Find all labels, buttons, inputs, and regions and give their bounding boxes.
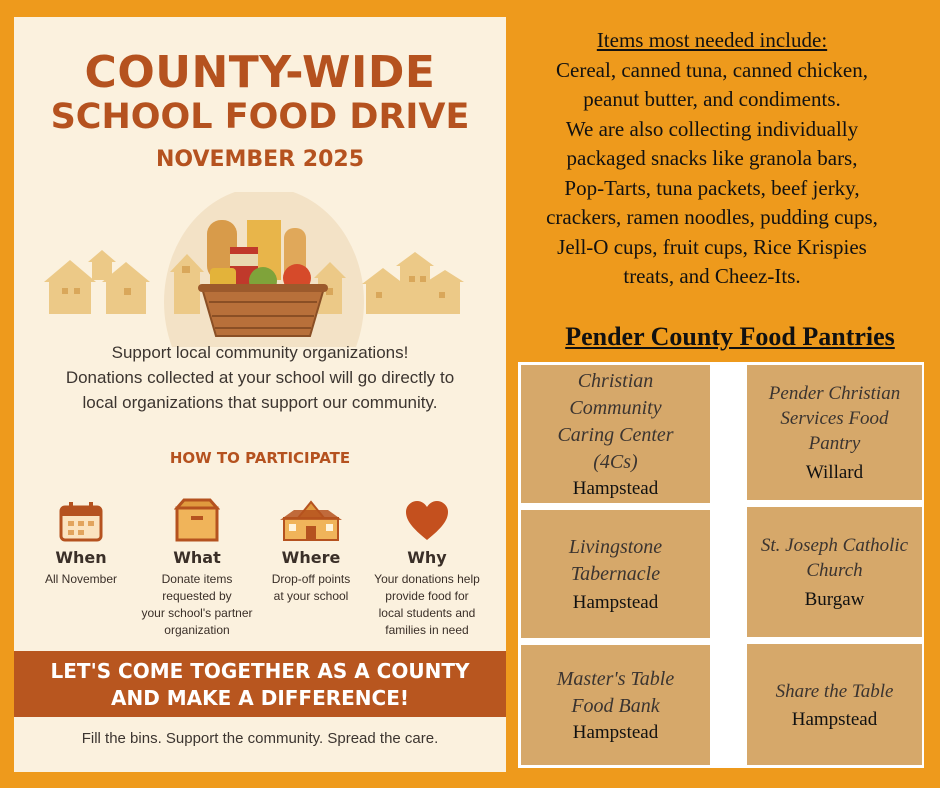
items-needed-line: Jell-O cups, fruit cups, Rice Krispies bbox=[557, 234, 867, 259]
pantry-location: Burgaw bbox=[804, 589, 865, 610]
pantry-name-line: Pantry bbox=[808, 433, 861, 454]
pantry-name bbox=[557, 666, 674, 720]
pantry-name-line: Food Bank bbox=[571, 695, 660, 717]
pantry-name bbox=[761, 533, 908, 583]
step-what bbox=[132, 494, 262, 639]
pantry-name-line: Caring Center bbox=[557, 424, 674, 446]
step-desc-line: Donate items bbox=[161, 572, 233, 586]
step-desc-line: provide food for bbox=[385, 589, 469, 603]
step-desc bbox=[132, 571, 262, 639]
pantry-name-line: St. Joseph Catholic bbox=[760, 535, 909, 556]
pantry-card bbox=[521, 645, 710, 765]
call-to-action-banner bbox=[14, 651, 506, 717]
step-desc bbox=[16, 571, 146, 588]
pantry-name-line: Community bbox=[569, 397, 662, 419]
pantry-location: Hampstead bbox=[572, 478, 659, 499]
pantry-location: Hampstead bbox=[572, 592, 659, 613]
box-icon bbox=[132, 494, 262, 542]
support-line: Donations collected at your school will go directly to bbox=[65, 368, 455, 387]
step-desc bbox=[362, 571, 492, 639]
pantry-location: Hampstead bbox=[791, 709, 878, 730]
step-desc-line: Your donations help bbox=[374, 572, 480, 586]
items-needed-line: treats, and Cheez-Its. bbox=[623, 264, 801, 288]
support-line: Support local community organizations! bbox=[111, 343, 409, 362]
items-needed-section bbox=[512, 26, 912, 292]
poster-month: NOVEMBER 2025 bbox=[155, 147, 365, 172]
calendar-icon bbox=[16, 494, 146, 542]
step-desc-line: organization bbox=[164, 623, 230, 637]
step-desc-line: All November bbox=[44, 572, 118, 586]
step-head: What bbox=[173, 548, 221, 567]
pantry-card bbox=[747, 644, 922, 765]
poster-footer: Fill the bins. Support the community. Spread the care. bbox=[81, 730, 439, 747]
poster-title-line2: SCHOOL FOOD DRIVE bbox=[50, 97, 470, 137]
step-head: Why bbox=[407, 548, 447, 567]
pantry-name bbox=[569, 534, 662, 588]
pantry-location: Willard bbox=[805, 462, 864, 483]
step-when bbox=[16, 494, 146, 588]
school-icon bbox=[246, 494, 376, 542]
pantry-name-line: Pender Christian bbox=[768, 383, 901, 404]
step-why bbox=[362, 494, 492, 639]
pantry-name-line: Services Food bbox=[780, 408, 889, 429]
pantry-name bbox=[557, 368, 673, 476]
how-to-participate-heading: HOW TO PARTICIPATE bbox=[169, 449, 351, 467]
poster-title-line1: COUNTY-WIDE bbox=[84, 47, 436, 98]
pantry-name bbox=[776, 678, 894, 705]
food-items bbox=[207, 220, 311, 295]
basket-scene-illustration bbox=[14, 192, 506, 347]
pantry-card bbox=[747, 507, 922, 637]
pantry-name-line: Tabernacle bbox=[570, 563, 661, 585]
step-desc-line: families in need bbox=[385, 623, 469, 637]
pantry-name-line: Share the Table bbox=[775, 681, 894, 702]
pantry-name-line: Church bbox=[806, 560, 863, 581]
food-drive-poster bbox=[14, 17, 506, 772]
items-needed-line: Pop-Tarts, tuna packets, beef jerky, bbox=[564, 175, 860, 200]
pantry-card bbox=[521, 510, 710, 638]
items-needed-heading: Items most needed include: bbox=[596, 28, 828, 52]
step-where bbox=[246, 494, 376, 605]
pantry-name-line: Master's Table bbox=[556, 668, 675, 690]
pantry-name bbox=[769, 381, 900, 456]
pantry-name-line: Christian bbox=[577, 370, 654, 392]
pantries-title: Pender County Food Pantries bbox=[565, 322, 895, 351]
step-head: Where bbox=[281, 548, 341, 567]
pantry-name-line: (4Cs) bbox=[593, 451, 638, 473]
items-needed-line: Cereal, canned tuna, canned chicken, bbox=[556, 57, 868, 82]
items-needed-line: crackers, ramen noodles, pudding cups, bbox=[546, 205, 878, 229]
step-head: When bbox=[55, 548, 107, 567]
banner-line: AND MAKE A DIFFERENCE! bbox=[110, 686, 410, 710]
heart-icon bbox=[362, 494, 492, 542]
items-needed-line: We are also collecting individually bbox=[565, 116, 859, 141]
pantry-card bbox=[521, 365, 710, 503]
step-desc-line: Drop-off points bbox=[271, 572, 351, 586]
pantry-name-line: Livingstone bbox=[568, 536, 663, 558]
pantry-card bbox=[747, 365, 922, 500]
support-text bbox=[14, 340, 506, 415]
items-needed-line: peanut butter, and condiments. bbox=[583, 87, 841, 111]
step-desc-line: local students and bbox=[378, 606, 476, 620]
support-line: local organizations that support our community. bbox=[82, 393, 438, 412]
items-needed-line: packaged snacks like granola bars, bbox=[566, 146, 858, 170]
pantry-location: Hampstead bbox=[572, 722, 659, 743]
step-desc-line: your school's partner bbox=[141, 606, 253, 620]
banner-line: LET'S COME TOGETHER AS A COUNTY bbox=[50, 659, 470, 683]
step-desc bbox=[246, 571, 376, 605]
step-desc-line: requested by bbox=[162, 589, 232, 603]
basket-icon bbox=[198, 284, 328, 336]
step-desc-line: at your school bbox=[273, 589, 349, 603]
